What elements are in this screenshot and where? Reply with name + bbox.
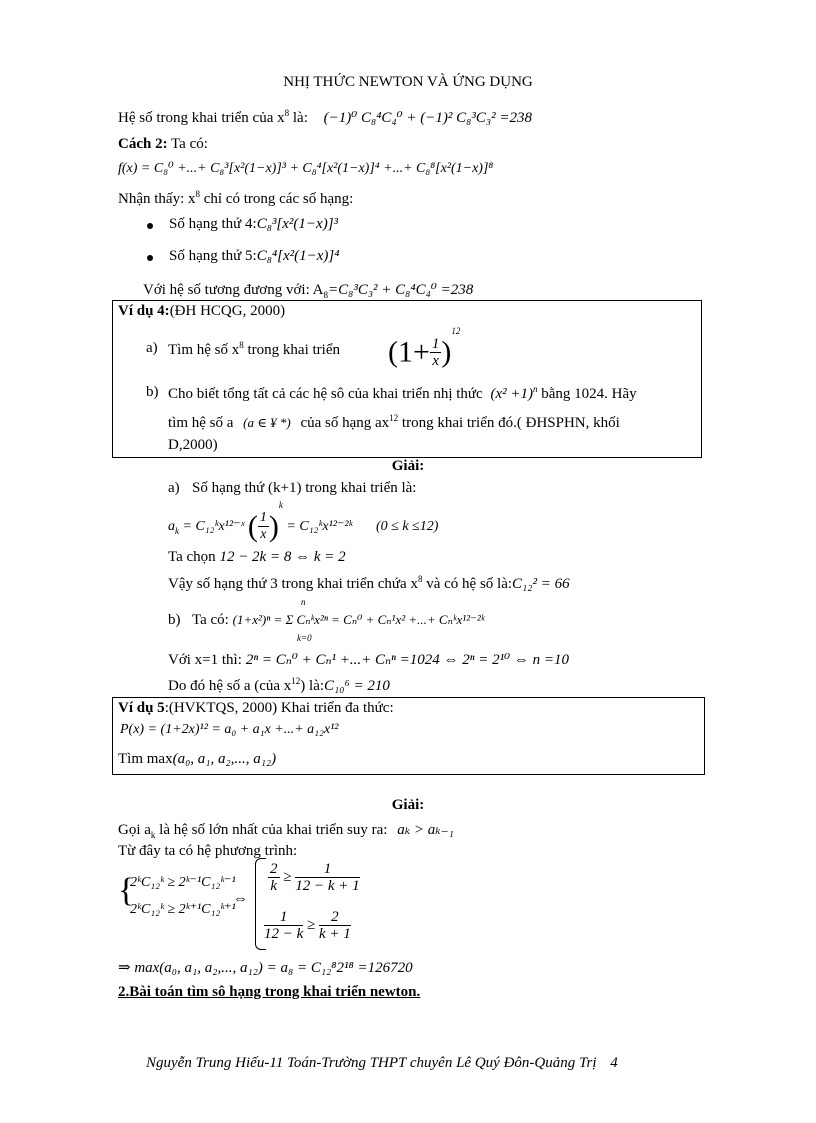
exponent: n (532, 384, 538, 394)
label: Ví dụ 4: (118, 303, 170, 319)
formula: (−1)⁰ C₈⁴C₄⁰ + (−1)² C₈³C₃² =238 (323, 110, 532, 126)
numerator: 1 (259, 510, 267, 526)
formula-part: = C₁₂ᵏx¹²⁻²ᵏ (282, 519, 353, 534)
page-title (0, 74, 816, 91)
formula-part: = C₁₂ᵏx¹²⁻ˣ (179, 519, 245, 534)
formula: (a ∈ ¥ *) (243, 415, 291, 430)
formula: aₖ > aₖ₋₁ (397, 822, 454, 838)
denominator: 12 − k (264, 926, 304, 942)
fraction (295, 861, 359, 894)
text: Ta có: (167, 136, 208, 152)
text: (ĐH HCQG, 2000) (169, 303, 286, 319)
formula: (x² +1) (490, 386, 533, 402)
sum-upper: n (301, 597, 306, 607)
sub: k (150, 830, 156, 840)
example-4-title (118, 303, 285, 320)
sup: 8 (195, 189, 200, 199)
item-label-a: a) (168, 480, 180, 496)
denominator: k (270, 878, 278, 894)
text: bằng 1024. Hãy (537, 386, 637, 402)
formula: =C₈³C₃² + C₈⁴C₄⁰ =238 (328, 282, 474, 298)
example-5-title (118, 700, 394, 717)
example-4-b-line1 (168, 384, 637, 403)
example-4-a (168, 340, 340, 359)
denominator: x (260, 527, 267, 543)
solution-a-text: Số hạng thứ (k+1) trong khai triển là: (192, 480, 417, 496)
numerator: 2 (319, 909, 351, 926)
method-2-heading (118, 136, 208, 153)
choice-line (168, 549, 346, 566)
sup: 8 (239, 340, 244, 350)
conclusion-line (168, 574, 570, 593)
bullet-term-5 (169, 248, 339, 265)
numerator: 1 (295, 861, 359, 878)
text: Tìm max (118, 751, 173, 767)
sup: 8 (417, 574, 423, 584)
text: Vậy số hạng thứ 3 trong khai triển chứa x (168, 576, 418, 592)
text: chỉ có trong các số hạng: (199, 191, 354, 207)
example-4-a-formula (388, 326, 460, 370)
formula: (1+x²)ⁿ = Σ Cₙᵏx²ⁿ = Cₙ⁰ + Cₙ¹x² +...+ Cₙᵏx¹²⁻²ᵏ (232, 612, 485, 627)
text: tìm hệ số a (168, 415, 234, 431)
text: Với x=1 thì: (168, 652, 242, 668)
let-ak-line (118, 820, 454, 840)
fraction (258, 510, 269, 543)
formula: 2ⁿ = Cₙ⁰ + Cₙ¹ +...+ Cₙⁿ =1024 ⇔ 2ⁿ = 2¹⁰ ⇔ n =10 (245, 652, 569, 668)
text: Do đó hệ số a (của x (168, 678, 292, 694)
example-4-b-line3: D,2000) (168, 437, 218, 453)
text: Ta chọn (168, 549, 220, 565)
fx-formula: f(x) = C₈⁰ +...+ C₈³[x²(1−x)]³ + C₈⁴[x²(1−x)]⁴ +...+ C₈⁸[x²(1−x)]⁸ (118, 161, 494, 176)
exponent: 12 (451, 326, 461, 336)
paren: ( (247, 509, 258, 543)
numerator: 1 (431, 336, 440, 353)
equivalence-symbol: ⇔ (233, 891, 248, 907)
left-brace: { (118, 872, 135, 909)
page-number: 4 (610, 1055, 618, 1071)
formula-part: a (168, 519, 175, 534)
paren: (1+ (388, 335, 430, 369)
text: là: (289, 110, 308, 126)
text: Tìm hệ số x (168, 342, 240, 358)
formula: C₈⁴[x²(1−x)]⁴ (256, 248, 340, 264)
text: và có hệ số là: (422, 576, 513, 592)
result-formula: ⇒ max(a₀, a₁, a₂,..., a₁₂) = a₈ = C₁₂⁸2¹⁸ =126720 (118, 960, 413, 976)
sup: 12 (389, 413, 399, 423)
section-2-heading: 2.Bài toán tìm sô hạng trong khai triển newton. (118, 984, 421, 1000)
coefficient-line (168, 676, 390, 695)
solution-b-line (192, 612, 484, 629)
solution-2-title: Giải: (391, 797, 425, 813)
inequality-1 (268, 861, 360, 894)
text: ) là: (300, 678, 325, 694)
equivalent-coefficient (143, 280, 473, 300)
formula: (a₀, a₁, a₂,..., a₁₂) (172, 751, 277, 767)
text: của số hạng ax (296, 415, 390, 431)
item-label-a: a) (146, 340, 158, 356)
numerator: 1 (264, 909, 303, 926)
formula: C₈³[x²(1−x)]³ (256, 216, 339, 232)
solution-1-title: Giải: (391, 458, 425, 474)
x-equals-1-line (168, 650, 569, 669)
fraction (264, 909, 303, 942)
fraction (319, 909, 351, 942)
system-line-1: 2ᵏC₁₂ᵏ ≥ 2ᵏ⁻¹C₁₂ᵏ⁻¹ (130, 875, 236, 890)
text: Nhận thấy: x (118, 191, 196, 207)
footer-text: Nguyễn Trung Hiếu-11 Toán-Trường THPT chuyên Lê Quý Đôn-Quảng Trị (146, 1055, 597, 1071)
text: Số hạng thứ 5: (169, 248, 257, 264)
find-max-line (118, 751, 276, 768)
text: Số hạng thứ 4: (169, 216, 257, 232)
formula: 12 − 2k = 8 ⇔ k = 2 (219, 549, 346, 565)
bullet-term-4 (169, 216, 338, 233)
sum-lower: k=0 (297, 633, 312, 643)
footer (146, 1055, 618, 1072)
system-intro: Từ đây ta có hệ phương trình: (118, 843, 298, 859)
inequality-2 (264, 909, 351, 942)
sub: 8 (323, 290, 328, 300)
text: là hệ số lớn nhất của khai triển suy ra: (155, 822, 388, 838)
ge-sign: ≥ (307, 916, 316, 933)
polynomial-formula: P(x) = (1+2x)¹² = a₀ + a₁x +...+ a₁₂x¹² (120, 722, 339, 737)
paren: ) (441, 335, 452, 369)
text: Hệ số trong khai triển của x (118, 110, 285, 126)
label: Ví dụ 5 (118, 700, 165, 716)
denominator: 12 − k + 1 (295, 878, 360, 894)
text: trong khai triển đó.( ĐHSPHN, khối (398, 415, 620, 431)
text: Gọi a (118, 822, 151, 838)
observation (118, 189, 353, 208)
label: Cách 2: (118, 136, 168, 152)
example-4-box (112, 300, 702, 458)
numerator: 2 (270, 861, 278, 877)
ak-formula: $a_k$ = C₁₂ᵏx¹²⁻ˣ ( $\frac{1}{x}$ )$^k$ = C₁₂ᵏx¹²⁻²ᵏ (0 ≤ k ≤12) (168, 500, 439, 543)
bullet-dot (147, 223, 153, 229)
denominator: k + 1 (319, 926, 351, 942)
condition: (0 ≤ k ≤12) (376, 519, 439, 534)
paren: ) (268, 509, 279, 543)
text: Ta có: (192, 612, 229, 628)
item-label-b: b) (146, 384, 159, 400)
formula: C₁₀⁶ = 210 (324, 678, 390, 694)
sup: 8 (284, 108, 290, 118)
item-label-b: b) (168, 612, 181, 628)
page-title-text: NHỊ THỨC NEWTON VÀ ỨNG DỤNG (283, 74, 533, 90)
fraction (430, 336, 442, 369)
text: Cho biết tổng tất cả các hệ sô của khai triển nhị thức (168, 386, 483, 402)
denominator: x (432, 353, 439, 370)
sup: 12 (291, 676, 301, 686)
text: trong khai triển (243, 342, 340, 358)
ge-sign: ≥ (283, 868, 292, 885)
example-4-b-line2 (168, 413, 620, 432)
bullet-dot (147, 255, 153, 261)
line-coefficient (118, 108, 532, 127)
fraction (268, 861, 280, 894)
formula: C₁₂² = 66 (512, 576, 570, 592)
text: :(HVKTQS, 2000) Khai triển đa thức: (164, 700, 394, 716)
text: Với hệ số tương đương với: A (143, 282, 324, 298)
system-line-2: 2ᵏC₁₂ᵏ ≥ 2ᵏ⁺¹C₁₂ᵏ⁺¹ (130, 902, 236, 917)
